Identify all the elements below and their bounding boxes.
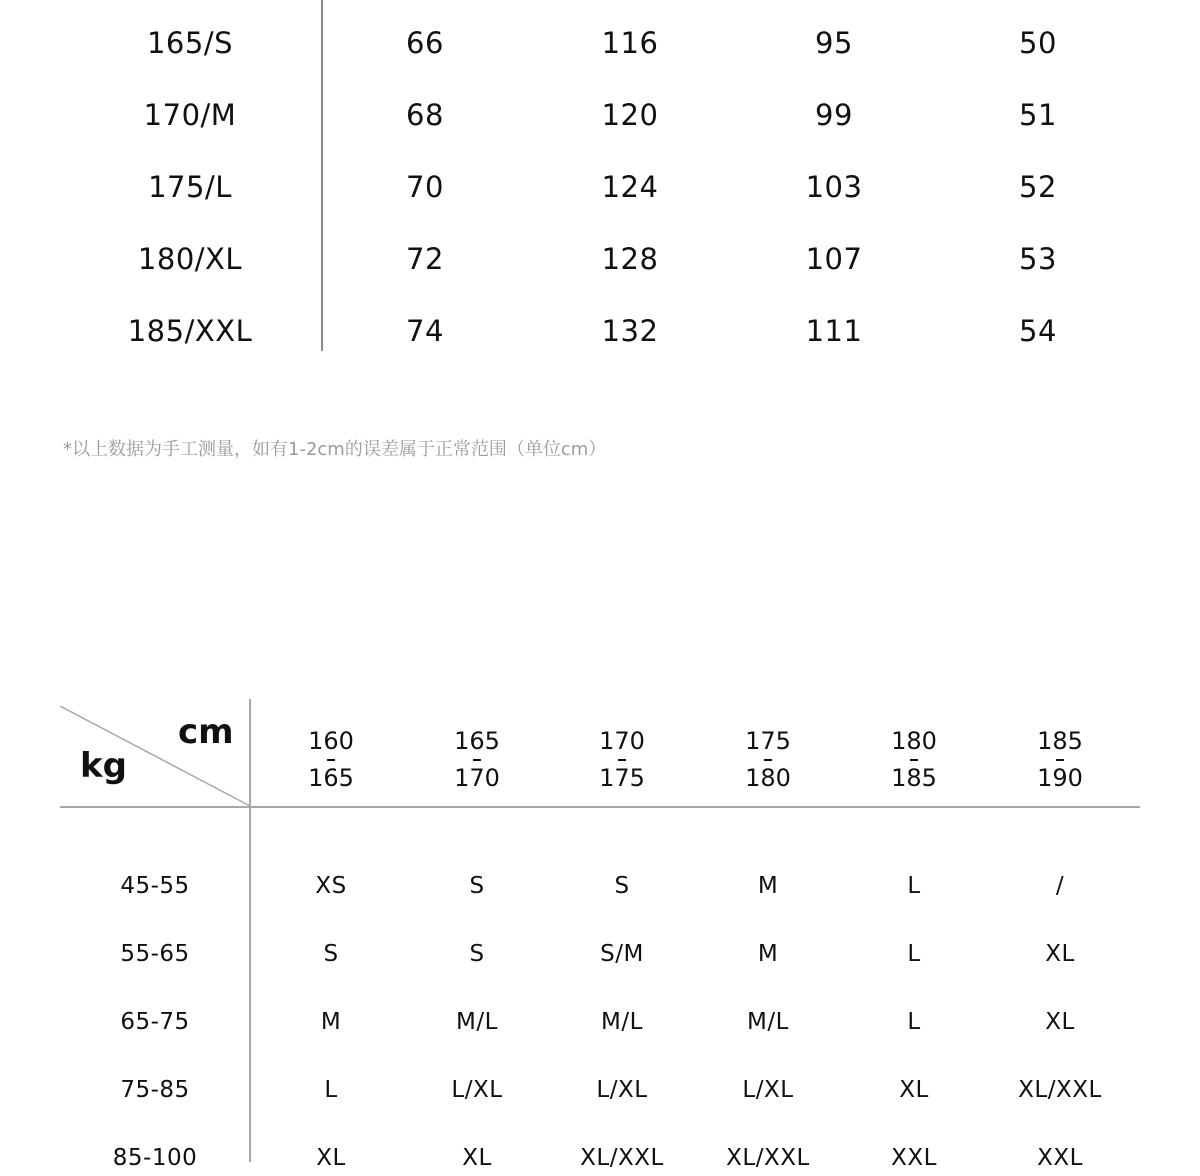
measurement-table xyxy=(0,0,1200,360)
height-range-from: 185 xyxy=(1037,727,1083,755)
measurement-cell: 52 xyxy=(1019,170,1057,204)
height-range-to: 175 xyxy=(599,764,645,792)
measurement-cell: 132 xyxy=(601,314,659,348)
measurement-cell: 68 xyxy=(406,98,444,132)
weight-range-cell: 65-75 xyxy=(120,1009,190,1035)
height-range-to: 180 xyxy=(745,764,791,792)
recommended-size-cell: L/XL xyxy=(742,1077,794,1103)
height-unit-label: cm xyxy=(178,712,234,752)
measurement-row xyxy=(0,167,1200,207)
height-range-to: 185 xyxy=(891,764,937,792)
range-dash xyxy=(327,759,335,761)
measurement-cell: 95 xyxy=(815,26,853,60)
recommended-size-cell: XXL xyxy=(891,1145,937,1171)
recommended-size-cell: S xyxy=(469,941,485,967)
measurement-cell: 99 xyxy=(815,98,853,132)
measurement-note: *以上数据为手工测量，如有1-2cm的误差属于正常范围（单位cm） xyxy=(63,439,607,460)
height-range-header xyxy=(562,726,682,793)
height-range-from: 180 xyxy=(891,727,937,755)
measurement-row xyxy=(0,95,1200,135)
recommended-size-cell: M/L xyxy=(601,1009,643,1035)
recommendation-row xyxy=(0,936,1200,972)
measurement-cell: 50 xyxy=(1019,26,1057,60)
recommended-size-cell: L xyxy=(324,1077,338,1103)
recommended-size-cell: S xyxy=(469,873,485,899)
recommended-size-cell: L xyxy=(907,941,921,967)
size-label-cell: 175/L xyxy=(148,170,232,204)
measurement-row xyxy=(0,23,1200,63)
recommendation-row xyxy=(0,1140,1200,1176)
measurement-cell: 51 xyxy=(1019,98,1057,132)
size-label-cell: 165/S xyxy=(146,26,234,60)
measurement-cell: 53 xyxy=(1019,242,1057,276)
measurement-row xyxy=(0,239,1200,279)
recommended-size-cell: XL/XXL xyxy=(726,1145,810,1171)
measurement-cell: 128 xyxy=(601,242,659,276)
measurement-cell: 70 xyxy=(406,170,444,204)
recommendation-row xyxy=(0,1004,1200,1040)
range-dash xyxy=(1056,759,1064,761)
recommended-size-cell: XXL xyxy=(1037,1145,1083,1171)
height-range-from: 175 xyxy=(745,727,791,755)
recommended-size-cell: L/XL xyxy=(451,1077,503,1103)
height-range-header xyxy=(708,726,828,793)
height-range-header xyxy=(1000,726,1120,793)
measurement-cell: 72 xyxy=(406,242,444,276)
weight-unit-label: kg xyxy=(80,746,127,786)
size-recommendation-table xyxy=(0,690,1200,1171)
recommended-size-cell: XS xyxy=(315,873,347,899)
weight-range-cell: 45-55 xyxy=(120,873,190,899)
measurement-row xyxy=(0,311,1200,351)
height-range-header xyxy=(271,726,391,793)
recommendation-row xyxy=(0,1072,1200,1108)
recommended-size-cell: M/L xyxy=(747,1009,789,1035)
measurement-cell: 66 xyxy=(406,26,444,60)
recommended-size-cell: L/XL xyxy=(596,1077,648,1103)
recommended-size-cell: S xyxy=(614,873,630,899)
recommended-size-cell: M xyxy=(757,941,779,967)
measurement-cell: 116 xyxy=(601,26,659,60)
measurement-cell: 107 xyxy=(805,242,863,276)
recommended-size-cell: / xyxy=(1055,873,1065,899)
recommended-size-cell: L xyxy=(907,873,921,899)
range-dash xyxy=(764,759,772,761)
measurement-cell: 120 xyxy=(601,98,659,132)
recommended-size-cell: XL/XXL xyxy=(580,1145,664,1171)
recommended-size-cell: M xyxy=(320,1009,342,1035)
measurement-cell: 111 xyxy=(805,314,863,348)
recommended-size-cell: XL/XXL xyxy=(1018,1077,1102,1103)
recommendation-row xyxy=(0,868,1200,904)
recommended-size-cell: S/M xyxy=(600,941,644,967)
recommended-size-cell: S xyxy=(323,941,339,967)
range-dash xyxy=(910,759,918,761)
recommended-size-cell: XL xyxy=(316,1145,346,1171)
height-range-header xyxy=(417,726,537,793)
height-range-to: 165 xyxy=(308,764,354,792)
height-range-from: 170 xyxy=(599,727,645,755)
height-range-to: 170 xyxy=(454,764,500,792)
recommended-size-cell: XL xyxy=(1045,1009,1075,1035)
height-range-from: 165 xyxy=(454,727,500,755)
size-label-cell: 185/XXL xyxy=(127,314,253,348)
height-range-to: 190 xyxy=(1037,764,1083,792)
recommended-size-cell: M/L xyxy=(456,1009,498,1035)
measurement-cell: 54 xyxy=(1019,314,1057,348)
recommended-size-cell: XL xyxy=(1045,941,1075,967)
size-label-cell: 180/XL xyxy=(137,242,243,276)
weight-range-cell: 55-65 xyxy=(120,941,190,967)
recommended-size-cell: M xyxy=(757,873,779,899)
measurement-cell: 74 xyxy=(406,314,444,348)
header-divider xyxy=(60,806,1140,808)
measurement-cell: 103 xyxy=(805,170,863,204)
weight-range-cell: 85-100 xyxy=(112,1145,198,1171)
range-dash xyxy=(618,759,626,761)
measurement-cell: 124 xyxy=(601,170,659,204)
range-dash xyxy=(473,759,481,761)
height-range-from: 160 xyxy=(308,727,354,755)
size-label-cell: 170/M xyxy=(143,98,237,132)
recommended-size-cell: XL xyxy=(899,1077,929,1103)
recommended-size-cell: XL xyxy=(462,1145,492,1171)
height-range-header xyxy=(854,726,974,793)
weight-range-cell: 75-85 xyxy=(120,1077,190,1103)
recommended-size-cell: L xyxy=(907,1009,921,1035)
